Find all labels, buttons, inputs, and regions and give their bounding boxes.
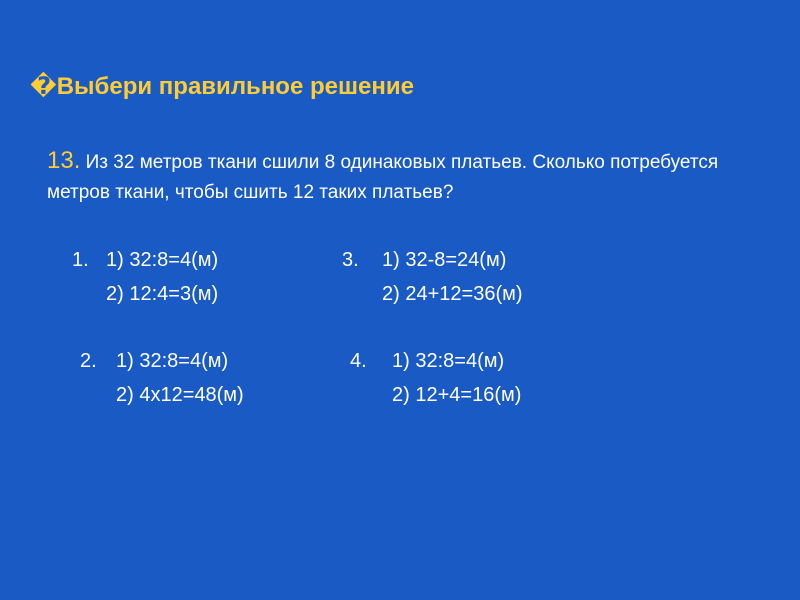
answer-option-1[interactable]	[72, 243, 218, 311]
option-4-step-1-text: 1) 32:8=4(м)	[392, 350, 505, 372]
option-3-step-1-text: 1) 32-8=24(м)	[382, 249, 507, 271]
option-2-step-2: 2) 4х12=48(м)	[116, 384, 244, 406]
option-3-step-2: 2) 24+12=36(м)	[382, 283, 523, 305]
option-1-step-2: 2) 12:4=3(м)	[106, 283, 219, 305]
slide-title: �Выбери правильное решение	[30, 73, 414, 100]
option-3-number: 3.	[342, 249, 359, 271]
option-1-number: 1.	[72, 249, 89, 271]
task-statement	[47, 146, 767, 208]
task-text: Из 32 метров ткани сшили 8 одинаковых платьев. Сколько потребуется метров ткани, чтобы сшить 12 таких платьев?	[47, 152, 719, 203]
option-4-number: 4.	[350, 350, 367, 372]
option-3-step-1	[342, 243, 523, 277]
option-1-step-1-text: 1) 32:8=4(м)	[106, 249, 219, 271]
task-number: 13.	[47, 147, 81, 174]
answer-option-2[interactable]	[80, 344, 244, 412]
option-1-step-1	[72, 243, 218, 277]
option-4-step-2: 2) 12+4=16(м)	[392, 384, 522, 406]
option-2-step-1-text: 1) 32:8=4(м)	[116, 350, 229, 372]
answer-option-3[interactable]	[342, 243, 523, 311]
option-2-step-1	[80, 344, 244, 378]
option-2-number: 2.	[80, 350, 97, 372]
answer-option-4[interactable]	[350, 344, 521, 412]
option-4-step-1	[350, 344, 521, 378]
